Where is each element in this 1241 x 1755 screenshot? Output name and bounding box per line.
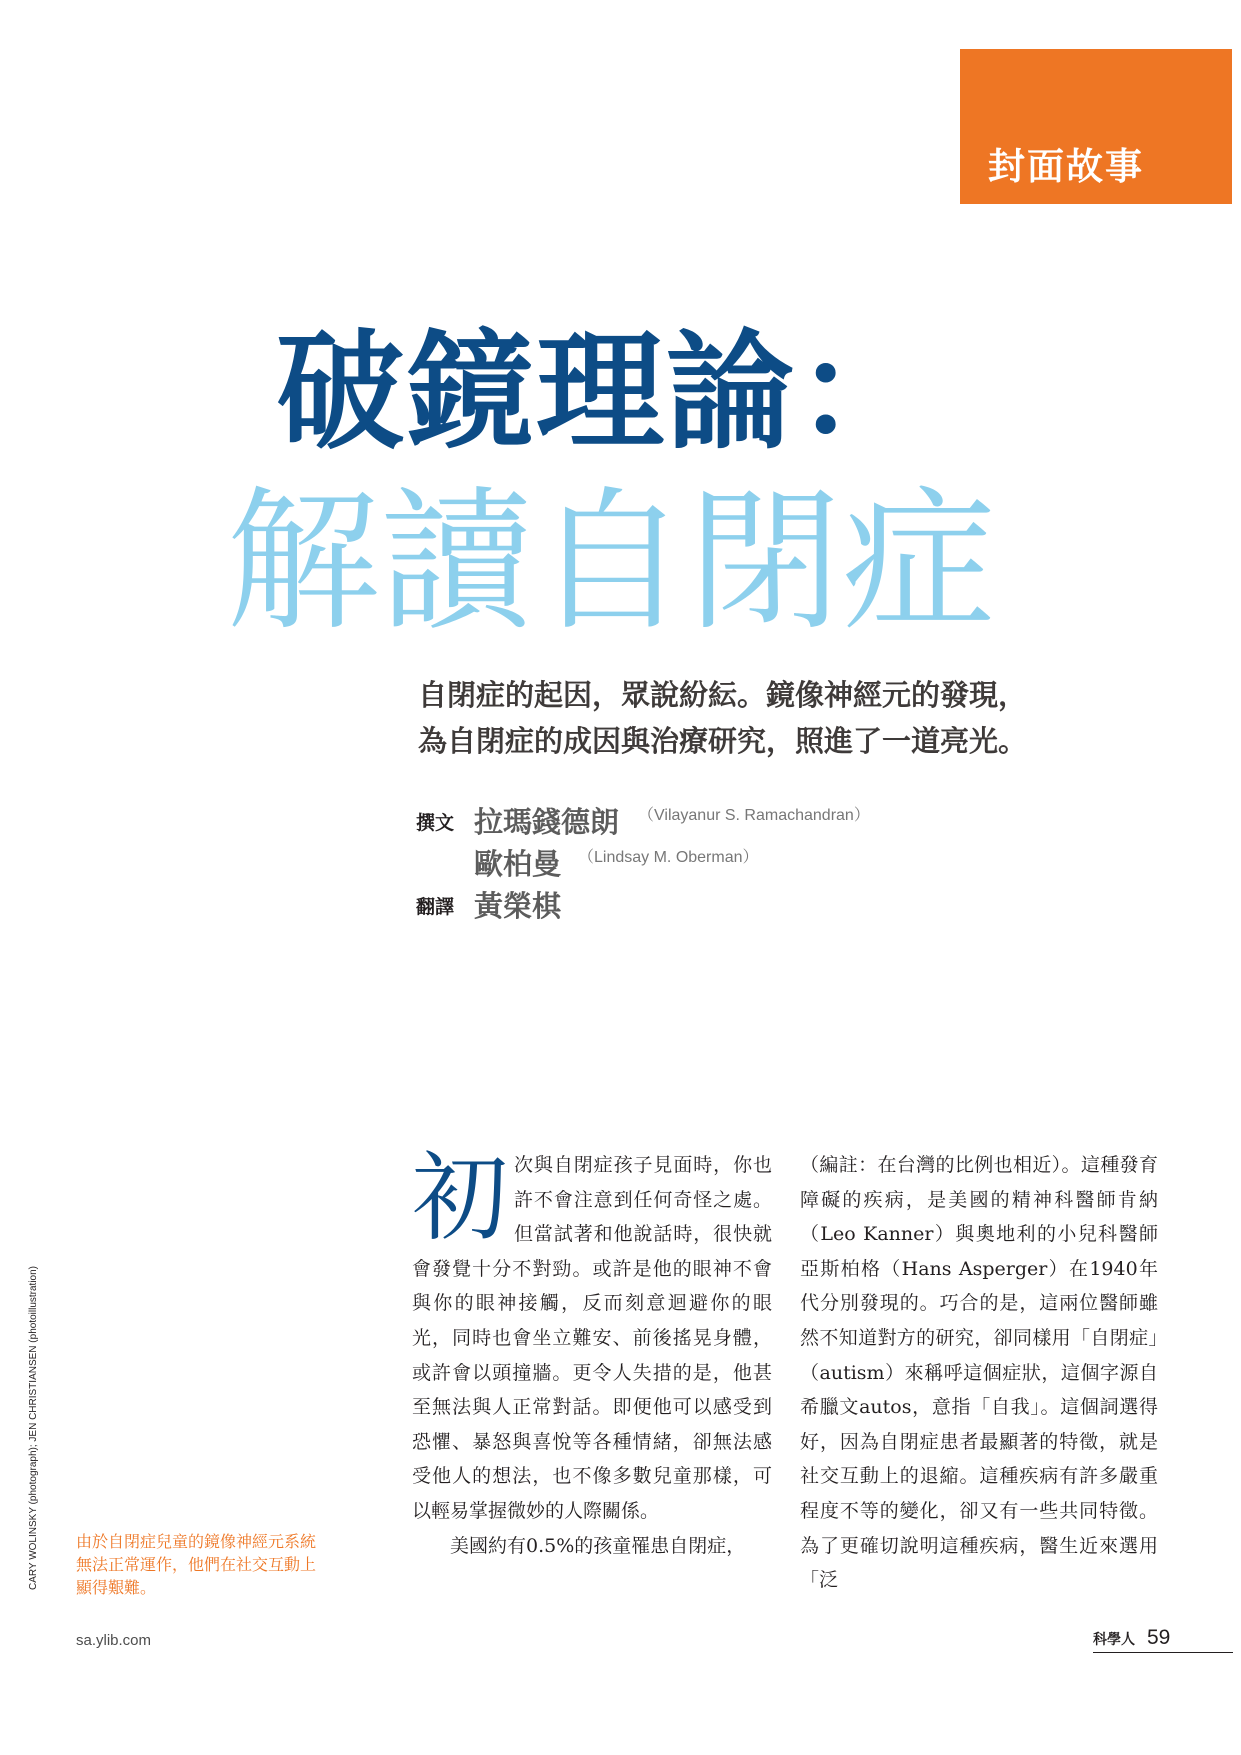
translator-row [416,884,936,926]
footer-magazine-name: 科學人 [1093,1632,1135,1648]
body-column-1 [412,1142,772,1563]
footer-folio [1093,1626,1233,1653]
author-1-english-name: （Vilayanur S. Ramachandran） [638,807,870,824]
photo-credit: CARY WOLINSKY (photograph); JEN CHRISTIANSEN (photoillustration) [28,1265,39,1590]
footer-url: sa.ylib.com [76,1632,152,1649]
title-line-1: 破鏡理論： [276,318,927,467]
section-tab [960,49,1232,204]
section-tag-label: 封面故事 [988,145,1144,188]
subtitle-line-2: 為自閉症的成因與治療研究，照進了一道亮光。 [418,724,1028,758]
title-line-2: 解讀自閉症 [226,473,997,652]
body-column-2 [800,1148,1158,1598]
subtitle-line-1: 自閉症的起因，眾說紛紜。鏡像神經元的發現， [418,678,1028,712]
translator-role: 翻譯 [416,896,455,918]
body-paragraph-2: 美國約有0.5%的孩童罹患自閉症， [450,1534,746,1557]
author-role: 撰文 [416,812,455,834]
credits [416,800,936,926]
translator-name: 黃榮棋 [474,889,562,923]
author-row-2 [416,842,936,884]
author-2-name: 歐柏曼 [474,847,562,881]
body-paragraph-3: （編註：在台灣的比例也相近）。這種發育障礙的疾病，是美國的精神科醫師肯納（Leo Kanner）與奧地利的小兒科醫師亞斯柏格（Hans Asperger）在1940年代分別發現的。巧合的是，這兩位醫師雖然不知道對方的研究，卻同樣用「自閉症」（autism）來稱呼這個症狀，這個字源自希臘文autos，意指「自我」。這個詞選得好，因為自閉症患者最顯著的特徵，就是社交互動上的退縮。這種疾病有許多嚴重程度不等的變化，卻又有一些共同特徵。為了更確切說明這種疾病，醫生近來選用「泛 [800,1154,1158,1592]
body-paragraph-1 [412,1142,772,1529]
author-2-english-name: （Lindsay M. Oberman） [578,849,759,866]
subtitle [418,672,1158,764]
body-paragraph-1-text: 次與自閉症孩子見面時，你也許不會注意到任何奇怪之處。但當試著和他說話時，很快就會發覺十分不對勁。或許是他的眼神不會與你的眼神接觸，反而刻意迴避你的眼光，同時也會坐立難安、前後搖晃身體，或許會以頭撞牆。更令人失措的是，他甚至無法與人正常對話。即便他可以感受到恐懼、暴怒與喜悅等各種情緒，卻無法感受他人的想法，也不像多數兒童那樣，可以輕易掌握微妙的人際關係。 [412,1154,772,1522]
image-caption: 由於自閉症兒童的鏡像神經元系統無法正常運作，他們在社交互動上顯得艱難。 [76,1532,317,1597]
author-1-name: 拉瑪錢德朗 [474,805,620,839]
page-number: 59 [1147,1626,1171,1649]
author-row-1 [416,800,936,842]
drop-cap: 初 [412,1142,508,1254]
